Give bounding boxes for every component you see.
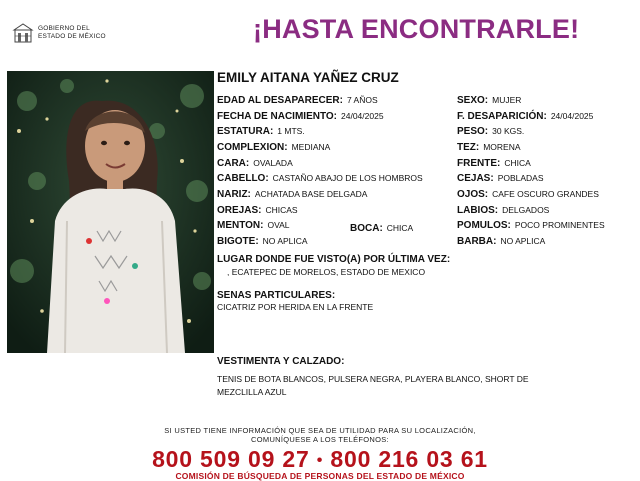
- particular-marks-title: SENAS PARTICULARES:: [217, 290, 336, 301]
- field-ears: [217, 205, 298, 216]
- field-beard: [457, 236, 545, 247]
- field-value: ACHATADA BASE DELGADA: [254, 189, 368, 199]
- government-label-line2: ESTADO DE MÉXICO: [38, 33, 106, 40]
- field-value: POCO PROMINENTES: [514, 220, 605, 230]
- field-value: 24/04/2025: [341, 111, 384, 121]
- field-height: [217, 126, 305, 137]
- field-label: PESO:: [457, 126, 489, 137]
- last-seen-text: , ECATEPEC DE MORELOS, ESTADO DE MEXICO: [227, 267, 426, 277]
- field-value: OVALADA: [253, 158, 293, 168]
- field-value: MEDIANA: [291, 142, 331, 152]
- field-label: ESTATURA:: [217, 126, 274, 137]
- field-birth-date: [217, 111, 384, 122]
- field-label: LABIOS:: [457, 205, 499, 216]
- field-value: MORENA: [483, 142, 521, 152]
- field-label: FECHA DE NACIMIENTO:: [217, 111, 337, 122]
- field-cheekbones: [457, 220, 605, 231]
- field-label: TEZ:: [457, 142, 480, 153]
- field-hair: [217, 173, 423, 184]
- field-label: CEJAS:: [457, 173, 494, 184]
- field-build: [217, 142, 330, 153]
- field-eyebrows: [457, 173, 544, 184]
- field-label: NARIZ:: [217, 189, 251, 200]
- contact-note-line1: SI USTED TIENE INFORMACIÓN QUE SEA DE UTILIDAD PARA SU LOCALIZACIÓN,: [164, 426, 476, 435]
- field-value: OVAL: [267, 220, 290, 230]
- field-eyes: [457, 189, 599, 200]
- phone-number-2: 800 216 03 61: [330, 446, 488, 472]
- headline: ¡HASTA ENCONTRARLE!: [253, 14, 580, 44]
- field-forehead: [457, 158, 531, 169]
- field-value: CHICA: [504, 158, 531, 168]
- field-value: 7 AÑOS: [346, 95, 378, 105]
- government-label: [38, 25, 106, 41]
- field-value: POBLADAS: [497, 173, 544, 183]
- contact-note-line2: COMUNÍQUESE A LOS TELÉFONOS:: [251, 435, 389, 444]
- field-complexion: [457, 142, 521, 153]
- field-value: 30 KGS.: [492, 126, 525, 136]
- field-nose: [217, 189, 367, 200]
- field-value: CHICA: [386, 223, 414, 233]
- field-label: FRENTE:: [457, 158, 501, 169]
- commission-name: COMISIÓN DE BÚSQUEDA DE PERSONAS DEL ESTADO DE MÉXICO: [175, 471, 465, 481]
- field-value: NO APLICA: [262, 236, 308, 246]
- field-value: DELGADOS: [502, 205, 550, 215]
- phone-numbers: [0, 446, 640, 473]
- phone-number-1: 800 509 09 27: [152, 446, 310, 472]
- field-label: MENTON:: [217, 220, 264, 231]
- government-label-line1: GOBIERNO DEL: [38, 25, 90, 32]
- field-label: OJOS:: [457, 189, 489, 200]
- missing-person-photo: [7, 71, 214, 353]
- last-seen-title: LUGAR DONDE FUE VISTO(A) POR ÚLTIMA VEZ:: [217, 254, 451, 265]
- field-age: [217, 95, 378, 106]
- field-chin: [217, 220, 290, 231]
- field-disappearance-date: [457, 111, 593, 122]
- field-value: NO APLICA: [500, 236, 546, 246]
- clothing-text-line2: MEZCLILLA AZUL: [217, 387, 287, 397]
- field-mouth: [350, 223, 413, 234]
- field-weight: [457, 126, 524, 137]
- field-label: COMPLEXION:: [217, 142, 288, 153]
- field-label: BARBA:: [457, 236, 497, 247]
- field-label: POMULOS:: [457, 220, 511, 231]
- field-label: BIGOTE:: [217, 236, 259, 247]
- phone-separator: •: [316, 451, 324, 469]
- government-seal-icon: [12, 22, 34, 44]
- field-value: 1 MTS.: [277, 126, 305, 136]
- field-value: 24/04/2025: [550, 111, 594, 121]
- field-value: MUJER: [492, 95, 522, 105]
- clothing-text-line1: TENIS DE BOTA BLANCOS, PULSERA NEGRA, PLAYERA BLANCO, SHORT DE: [217, 374, 529, 384]
- field-label: EDAD AL DESAPARECER:: [217, 95, 343, 106]
- particular-marks-text: CICATRIZ POR HERIDA EN LA FRENTE: [217, 302, 374, 312]
- person-name: EMILY AITANA YAÑEZ CRUZ: [217, 70, 399, 85]
- field-lips: [457, 205, 549, 216]
- field-mustache: [217, 236, 308, 247]
- field-label: BOCA:: [350, 223, 383, 234]
- field-value: CHICAS: [265, 205, 298, 215]
- field-label: CARA:: [217, 158, 250, 169]
- field-value: CAFE OSCURO GRANDES: [492, 189, 599, 199]
- field-label: OREJAS:: [217, 205, 262, 216]
- field-sex: [457, 95, 521, 106]
- clothing-title: VESTIMENTA Y CALZADO:: [217, 356, 345, 367]
- field-label: F. DESAPARICIÓN:: [457, 111, 547, 122]
- field-label: CABELLO:: [217, 173, 269, 184]
- field-label: SEXO:: [457, 95, 489, 106]
- field-value: CASTAÑO ABAJO DE LOS HOMBROS: [272, 173, 423, 183]
- field-face: [217, 158, 293, 169]
